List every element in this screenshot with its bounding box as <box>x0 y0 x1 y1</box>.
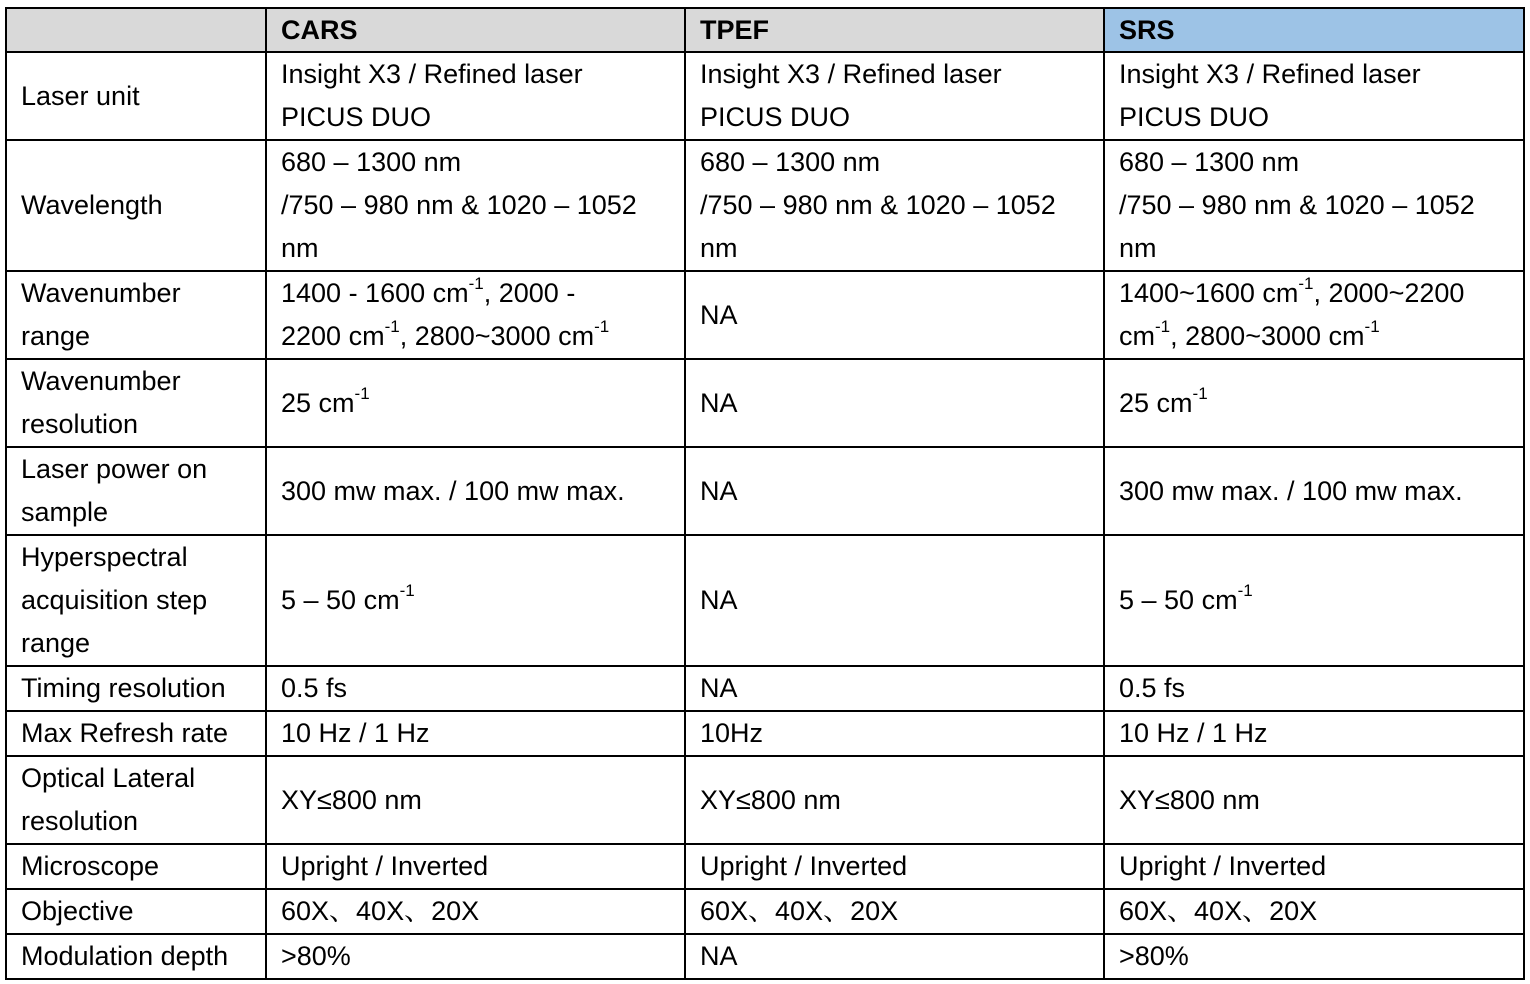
header-cars: CARS <box>266 8 685 52</box>
row-label: Hyperspectral acquisition step range <box>6 535 266 666</box>
cell-cars: 60X、40X、20X <box>266 889 685 934</box>
cell-srs: 5 – 50 $cm^{-1}$ <box>1104 535 1524 666</box>
row-label: Max Refresh rate <box>6 711 266 756</box>
row-label: Microscope <box>6 844 266 889</box>
header-tpef: TPEF <box>685 8 1104 52</box>
table-row <box>6 52 1524 140</box>
row-label: Wavenumber range <box>6 271 266 359</box>
cell-srs: 10 Hz / 1 Hz <box>1104 711 1524 756</box>
cell-tpef: NA <box>685 447 1104 535</box>
cell-srs: 300 mw max. / 100 mw max. <box>1104 447 1524 535</box>
row-label: Wavelength <box>6 140 266 271</box>
cell-cars: Upright / Inverted <box>266 844 685 889</box>
cell-tpef: NA <box>685 535 1104 666</box>
cell-cars: >80% <box>266 934 685 979</box>
cell-cars: XY≤800 nm <box>266 756 685 844</box>
cell-srs: XY≤800 nm <box>1104 756 1524 844</box>
row-label: Wavenumber resolution <box>6 359 266 447</box>
header-row <box>6 8 1524 52</box>
cell-tpef: NA <box>685 359 1104 447</box>
table-row <box>6 447 1524 535</box>
table-row <box>6 934 1524 979</box>
cell-tpef: NA <box>685 934 1104 979</box>
cell-tpef: 10Hz <box>685 711 1104 756</box>
cell-srs: Upright / Inverted <box>1104 844 1524 889</box>
cell-cars: 25 $cm^{-1}$ <box>266 359 685 447</box>
cell-srs: 680 – 1300 nm /750 – 980 nm & 1020 – 1052 nm <box>1104 140 1524 271</box>
table-row <box>6 359 1524 447</box>
cell-srs: 60X、40X、20X <box>1104 889 1524 934</box>
cell-srs: 1400~1600 $cm^{-1}$, 2000~2200 $cm^{-1}$, 2800~3000 $cm^{-1}$ <box>1104 271 1524 359</box>
table-row <box>6 844 1524 889</box>
table-row <box>6 271 1524 359</box>
header-corner <box>6 8 266 52</box>
cell-tpef: Upright / Inverted <box>685 844 1104 889</box>
table-row <box>6 711 1524 756</box>
row-label: Timing resolution <box>6 666 266 711</box>
table-row <box>6 535 1524 666</box>
row-label: Optical Lateral resolution <box>6 756 266 844</box>
row-label: Laser unit <box>6 52 266 140</box>
cell-cars: Insight X3 / Refined laser PICUS DUO <box>266 52 685 140</box>
cell-tpef: Insight X3 / Refined laser PICUS DUO <box>685 52 1104 140</box>
table-row <box>6 140 1524 271</box>
table-row <box>6 889 1524 934</box>
cell-cars: 0.5 fs <box>266 666 685 711</box>
cell-srs: 0.5 fs <box>1104 666 1524 711</box>
cell-cars: 5 – 50 $cm^{-1}$ <box>266 535 685 666</box>
row-label: Modulation depth <box>6 934 266 979</box>
cell-srs: 25 $cm^{-1}$ <box>1104 359 1524 447</box>
row-label: Objective <box>6 889 266 934</box>
cell-tpef: XY≤800 nm <box>685 756 1104 844</box>
cell-cars: 10 Hz / 1 Hz <box>266 711 685 756</box>
cell-tpef: 680 – 1300 nm /750 – 980 nm & 1020 – 1052 nm <box>685 140 1104 271</box>
row-label: Laser power on sample <box>6 447 266 535</box>
cell-cars: 300 mw max. / 100 mw max. <box>266 447 685 535</box>
cell-cars: 680 – 1300 nm /750 – 980 nm & 1020 – 1052 nm <box>266 140 685 271</box>
header-srs: SRS <box>1104 8 1524 52</box>
cell-srs: Insight X3 / Refined laser PICUS DUO <box>1104 52 1524 140</box>
table-header <box>6 8 1524 52</box>
cell-tpef: 60X、40X、20X <box>685 889 1104 934</box>
table-body <box>6 52 1524 979</box>
cell-cars: 1400 - 1600 $cm^{-1}$, 2000 - 2200 $cm^{-1}$, 2800~3000 $cm^{-1}$ <box>266 271 685 359</box>
table-row <box>6 756 1524 844</box>
spec-table <box>5 7 1525 980</box>
table-row <box>6 666 1524 711</box>
cell-tpef: NA <box>685 666 1104 711</box>
cell-srs: >80% <box>1104 934 1524 979</box>
cell-tpef: NA <box>685 271 1104 359</box>
